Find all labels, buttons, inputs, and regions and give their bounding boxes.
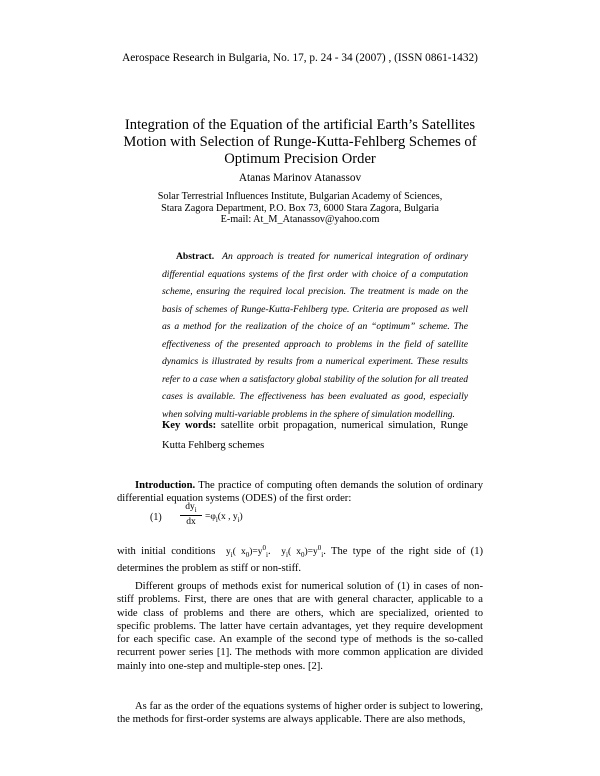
paragraph-methods: Different groups of methods exist for numerical solution of (1) in cases of non-stiff problems. First, there are ones that are with general character, applicable to a wide class of problems and there are others, which are specialized, oriented to specific problems. The latter have certain advantages, yet they require development for each specific case. An example of the second type of methods is the so-called recurrent power series [1]. The methods with more common application are divided mainly into one-step and multiple-step ones. [2].	[117, 581, 483, 672]
equation-rhs	[205, 512, 243, 524]
author-name: Atanas Marinov Atanassov	[238, 172, 362, 184]
affiliation	[0, 191, 600, 226]
title-line: Integration of the Equation of the artificial Earth’s Satellites	[124, 117, 476, 133]
paragraph-initial-conditions	[117, 542, 483, 576]
equation-1	[150, 502, 310, 532]
p2-text-after: . The type of the right side of (1) determines the problem as stiff or non-stiff.	[117, 546, 484, 575]
rhs-close: )	[239, 512, 243, 522]
introduction-label: Introduction.	[135, 480, 196, 491]
numerator-sub: i	[194, 505, 197, 514]
condition-1	[226, 544, 268, 560]
c2-rhs-sup: 0	[317, 544, 322, 552]
c1-y: y	[226, 547, 231, 558]
title-line: Motion with Selection of Runge-Kutta-Fehlberg Schemes of	[123, 134, 477, 150]
c1-rhs-sub: i	[266, 551, 268, 560]
title-line: Optimum Precision Order	[224, 151, 376, 167]
c1-mid-sub: 0	[245, 551, 250, 560]
rhs-phi: =φ	[205, 512, 216, 522]
c1-rhs-sup: 0	[262, 544, 266, 552]
c2-y: y	[281, 547, 287, 558]
c2-rhs-sub: i	[321, 551, 324, 560]
abstract	[162, 248, 468, 423]
p2-text-before: with initial conditions	[117, 546, 216, 558]
equation-fraction	[180, 502, 202, 527]
paper-title	[60, 117, 540, 168]
abstract-text: An approach is treated for numerical integration of ordinary differential equations systems of the first order with choice of a computation scheme, ensuring the required local precision. The treatment is made on the basis of schemes of Runge-Kutta-Fehlberg type. Criteria are proposed as well as a method for the realization of the choice of an “optimum” scheme. The effectiveness of the presented approach to problems in the field of satellite dynamics is illustrated by results from a numerical experiment. These results refer to a case when a satisfactory global stability of the solution for all treated cases is available. The effectiveness has been evaluated as good, especially when solving multi-variable problems in the sphere of simulation modelling.	[162, 251, 469, 420]
keywords-label: Key words:	[162, 420, 217, 431]
equation-number: (1)	[150, 512, 162, 523]
c1-sub: i	[230, 551, 233, 560]
c2-rhs: )=y	[304, 547, 318, 558]
rhs-args: (x , y	[217, 512, 238, 522]
affiliation-email: E-mail: At_M_Atanassov@yahoo.com	[220, 214, 380, 226]
affiliation-line: Solar Terrestrial Influences Institute, Bulgarian Academy of Sciences,	[157, 191, 443, 202]
c2-mid-sub: 0	[300, 551, 305, 560]
rhs-args-sub: i	[237, 515, 240, 524]
numerator: dy	[185, 502, 195, 512]
journal-citation: Aerospace Research in Bulgaria, No. 17, p. 24 - 34 (2007) , (ISSN 0861-1432)	[122, 52, 478, 64]
rhs-sub: i	[215, 515, 218, 524]
introduction-text: The practice of computing often demands the solution of ordinary differential equation systems (ODES) of the first order:	[117, 480, 483, 505]
keywords-text: satellite orbit propagation, numerical simulation, Runge Kutta Fehlberg schemes	[162, 420, 468, 451]
denominator: dx	[186, 516, 196, 527]
paragraph-order: As far as the order of the equations systems of higher order is subject to lowering, the methods for first-order systems are always applicable. There are also methods,	[117, 701, 483, 726]
c1-mid: ( x	[232, 547, 246, 558]
c2-mid: ( x	[287, 547, 301, 558]
abstract-label: Abstract.	[176, 251, 215, 262]
c2-sub: i	[286, 551, 288, 560]
c1-rhs: )=y	[249, 547, 263, 558]
affiliation-line: Stara Zagora Department, P.O. Box 73, 6000 Stara Zagora, Bulgaria	[161, 202, 439, 214]
p2-sep: .	[267, 546, 271, 558]
keywords	[162, 416, 468, 456]
condition-2	[281, 544, 324, 560]
